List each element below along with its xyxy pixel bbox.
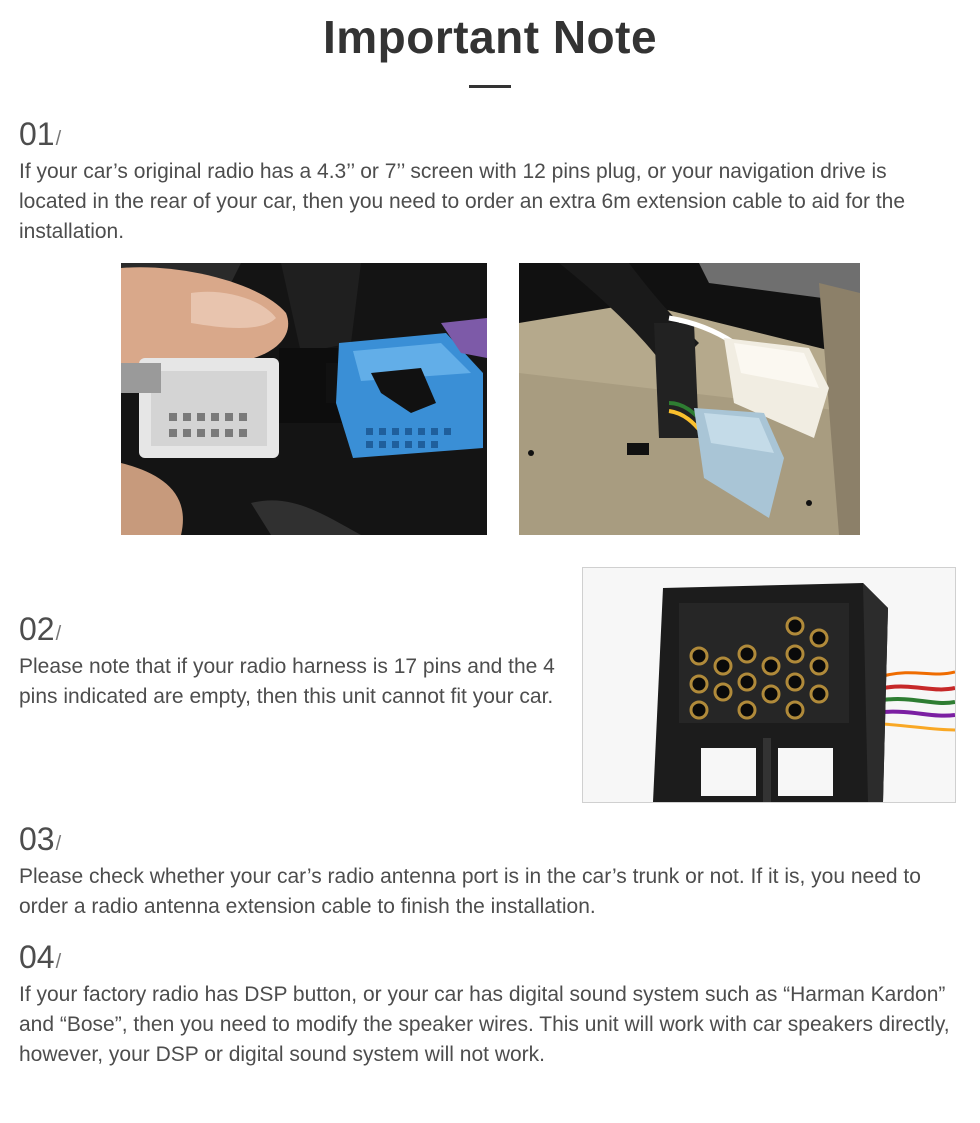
note-text-04: If your factory radio has DSP button, or your car has digital sound system such as “Harman Kardon” and “Bose”, then you need to modify the speaker wires. This unit will work with car speakers directly, however, your DSP or digital sound system will not work. [19, 983, 950, 1066]
note-text-03: Please check whether your car’s radio antenna port is in the car’s trunk or not. If it is, you need to order a radio antenna extension cable to finish the installation. [19, 865, 921, 918]
connector-photo-unit [519, 263, 860, 535]
note-number-03: 03/ [19, 821, 62, 857]
harness-17-pin-photo [582, 567, 956, 803]
note-text-02: Please note that if your radio harness is 17 pins and the 4 pins indicated are empty, then this unit cannot fit your car. [19, 655, 555, 708]
note-text-01: If your car’s original radio has a 4.3’’ or 7’’ screen with 12 pins plug, or your navigation drive is located in the rear of your car, then you need to order an extra 6m extension cable to aid for the installation. [19, 160, 906, 243]
page-title: Important Note [322, 11, 658, 63]
connector-photo-hand [121, 263, 487, 535]
note-number-02: 02/ [19, 611, 62, 647]
title-divider [469, 85, 511, 88]
note-number-01: 01/ [19, 116, 62, 152]
note-number-04: 04/ [19, 939, 62, 975]
